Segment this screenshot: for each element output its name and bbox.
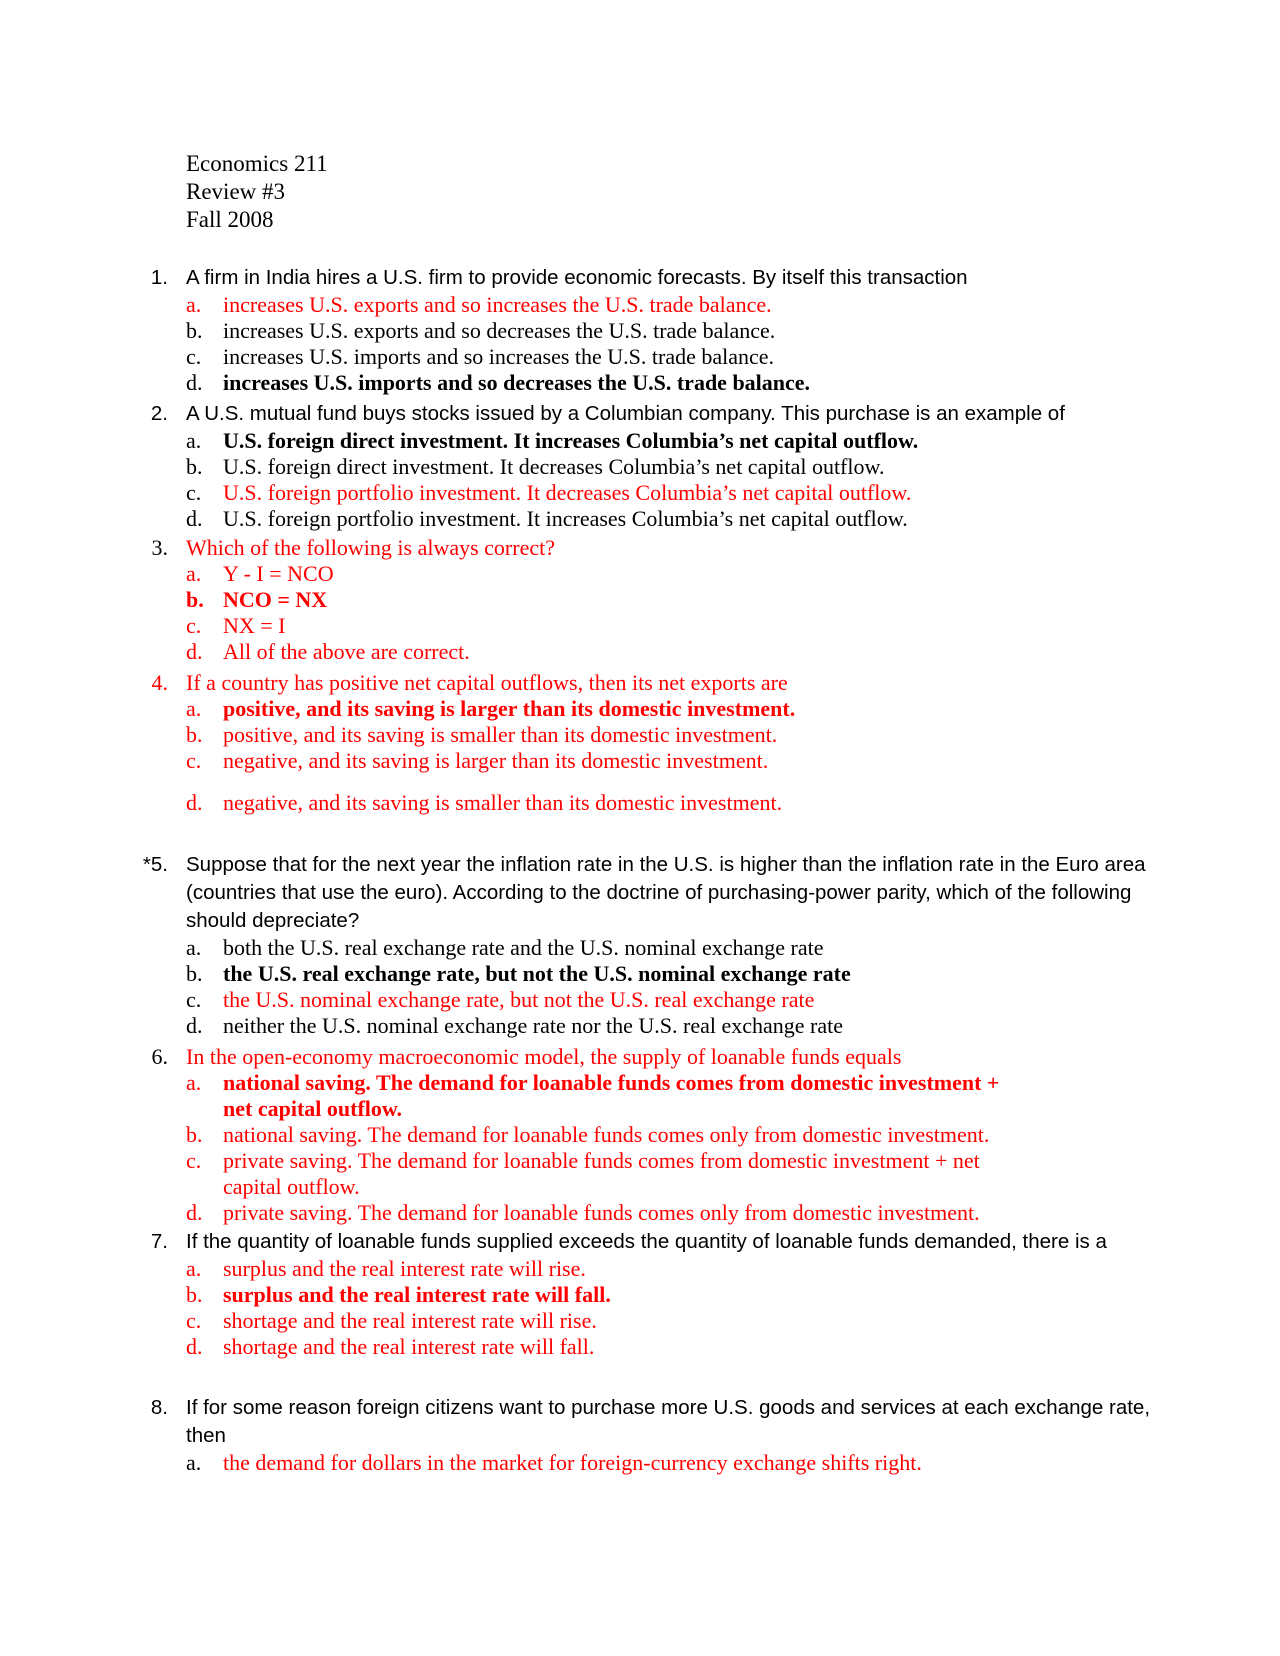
option-text: All of the above are correct. — [223, 639, 470, 664]
review-title: Review #3 — [186, 179, 286, 204]
course-title: Economics 211 — [186, 151, 328, 176]
option-text: negative, and its saving is smaller than its domestic investment. — [223, 790, 783, 815]
option-text: shortage and the real interest rate will fall. — [223, 1334, 595, 1359]
option-text: increases U.S. exports and so increases the U.S. trade balance. — [223, 292, 772, 317]
question-text: A firm in India hires a U.S. firm to provide economic forecasts. By itself this transaction — [186, 266, 968, 289]
option-text: national saving. The demand for loanable funds comes only from domestic investment. — [223, 1122, 990, 1147]
option-text: surplus and the real interest rate will rise. — [223, 1256, 586, 1281]
option-letter: b. — [186, 318, 203, 343]
option-text: U.S. foreign portfolio investment. It increases Columbia’s net capital outflow. — [223, 506, 908, 531]
question-number: 6. — [151, 1044, 168, 1069]
option-letter: a. — [186, 696, 202, 721]
option-text: national saving. The demand for loanable funds comes from domestic investment + net capital outflow. — [223, 1070, 1000, 1121]
option-text: shortage and the real interest rate will rise. — [223, 1308, 597, 1333]
option-letter: b. — [186, 587, 204, 612]
term-title: Fall 2008 — [186, 207, 274, 232]
option-text: surplus and the real interest rate will fall. — [223, 1282, 611, 1307]
option-letter: b. — [186, 1282, 203, 1307]
option-text: the demand for dollars in the market for foreign-currency exchange shifts right. — [223, 1450, 922, 1475]
option-text: private saving. The demand for loanable funds comes from domestic investment + net capital outflow. — [223, 1148, 980, 1199]
option-letter: b. — [186, 961, 203, 986]
question-text: If the quantity of loanable funds supplied exceeds the quantity of loanable funds demanded, there is a — [186, 1230, 1107, 1253]
option-letter: d. — [186, 1334, 203, 1359]
option-letter: a. — [186, 935, 202, 960]
option-letter: a. — [186, 1450, 202, 1475]
option-letter: d. — [186, 1013, 203, 1038]
option-text: increases U.S. imports and so decreases the U.S. trade balance. — [223, 370, 811, 395]
option-text: NX = I — [223, 613, 286, 638]
question-number: 8. — [150, 1396, 168, 1419]
option-letter: d. — [186, 639, 203, 664]
option-letter: c. — [186, 613, 202, 638]
question-number: *5. — [142, 853, 168, 876]
option-letter: c. — [186, 1148, 202, 1173]
option-text: increases U.S. imports and so increases the U.S. trade balance. — [223, 344, 775, 369]
option-letter: a. — [186, 292, 202, 317]
option-letter: d. — [186, 1200, 203, 1225]
option-text: positive, and its saving is smaller than its domestic investment. — [223, 722, 778, 747]
question-number: 4. — [151, 670, 168, 695]
question-text: Suppose that for the next year the inflation rate in the U.S. is higher than the inflation rate in the Euro area (countries that use the euro). According to the doctrine of purchasing-power parity, which of the following should depreciate? — [186, 853, 1146, 932]
option-letter: a. — [186, 428, 202, 453]
question-text: If a country has positive net capital outflows, then its net exports are — [186, 670, 788, 695]
option-text: U.S. foreign portfolio investment. It decreases Columbia’s net capital outflow. — [223, 480, 912, 505]
option-letter: a. — [186, 1070, 202, 1095]
option-letter: b. — [186, 454, 203, 479]
option-text: increases U.S. exports and so decreases the U.S. trade balance. — [223, 318, 776, 343]
option-text: NCO = NX — [223, 587, 328, 612]
option-letter: b. — [186, 1122, 203, 1147]
option-letter: d. — [186, 370, 203, 395]
option-text: private saving. The demand for loanable funds comes only from domestic investment. — [223, 1200, 980, 1225]
question-text: Which of the following is always correct? — [186, 535, 555, 560]
option-letter: a. — [186, 1256, 202, 1281]
option-letter: d. — [186, 790, 203, 815]
option-text: positive, and its saving is larger than its domestic investment. — [223, 696, 796, 721]
option-text: both the U.S. real exchange rate and the U.S. nominal exchange rate — [223, 935, 824, 960]
question-text: A U.S. mutual fund buys stocks issued by a Columbian company. This purchase is an example of — [186, 402, 1065, 425]
option-letter: c. — [186, 344, 202, 369]
question-number: 2. — [150, 402, 168, 425]
option-text: the U.S. real exchange rate, but not the U.S. nominal exchange rate — [223, 961, 851, 986]
option-letter: c. — [186, 987, 202, 1012]
question-text: In the open-economy macroeconomic model, the supply of loanable funds equals — [186, 1044, 902, 1069]
question-number: 3. — [151, 535, 168, 560]
question-number: 1. — [150, 266, 168, 289]
option-text: the U.S. nominal exchange rate, but not the U.S. real exchange rate — [223, 987, 815, 1012]
option-text: Y - I = NCO — [223, 561, 334, 586]
option-text: neither the U.S. nominal exchange rate nor the U.S. real exchange rate — [223, 1013, 844, 1038]
option-letter: a. — [186, 561, 202, 586]
option-letter: c. — [186, 1308, 202, 1333]
question-text: If for some reason foreign citizens want to purchase more U.S. goods and services at each exchange rate, then — [186, 1396, 1151, 1447]
option-text: U.S. foreign direct investment. It increases Columbia’s net capital outflow. — [223, 428, 919, 453]
option-letter: b. — [186, 722, 203, 747]
option-letter: d. — [186, 506, 203, 531]
option-text: U.S. foreign direct investment. It decreases Columbia’s net capital outflow. — [223, 454, 885, 479]
option-text: negative, and its saving is larger than its domestic investment. — [223, 748, 769, 773]
option-letter: c. — [186, 480, 202, 505]
question-number: 7. — [150, 1230, 168, 1253]
option-letter: c. — [186, 748, 202, 773]
